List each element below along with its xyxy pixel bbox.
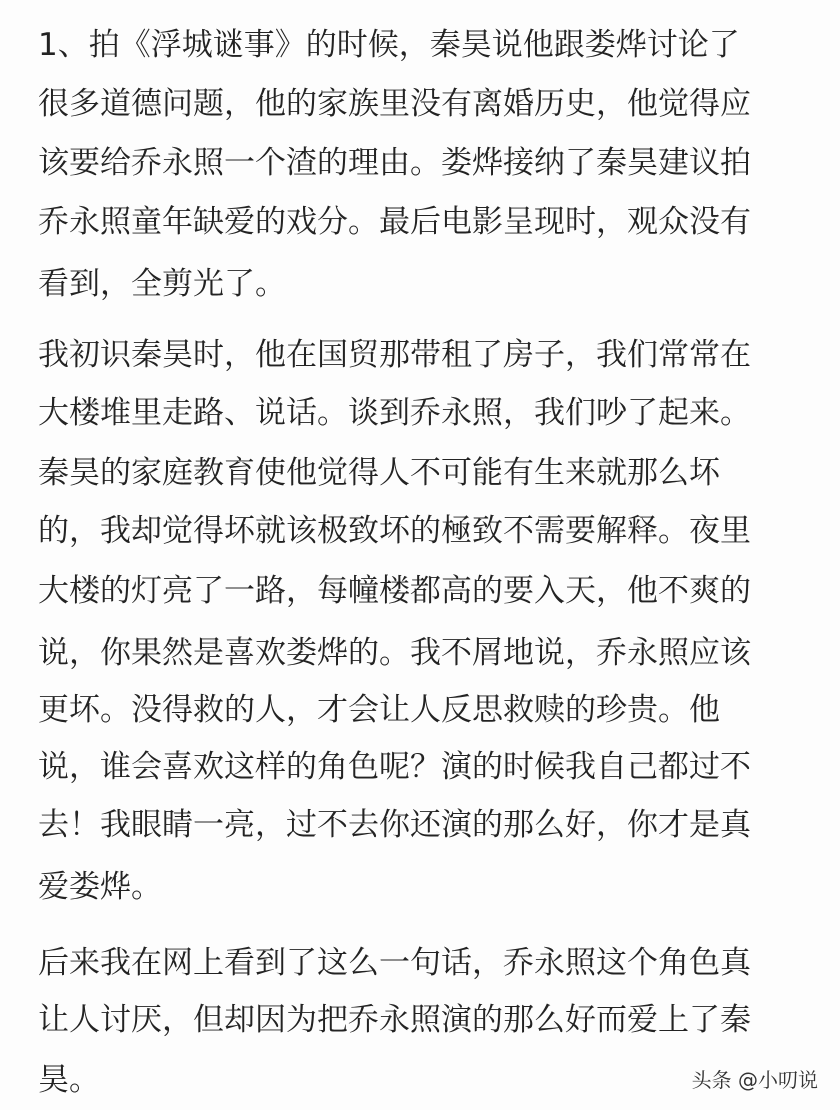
text-line: 昊。 — [38, 1062, 100, 1098]
text-line: 大楼的灯亮了一路，每幢楼都高的要入天，他不爽的 — [38, 573, 751, 609]
text-line: 更坏。没得救的人，才会让人反思救赎的珍贵。他 — [38, 692, 720, 728]
text-line: 1、拍《浮城谜事》的时候，秦昊说他跟娄烨讨论了 — [38, 27, 740, 63]
watermark: 头条 @小叨说 — [691, 1068, 818, 1092]
text-line: 说，谁会喜欢这样的角色呢？演的时候我自己都过不 — [38, 749, 751, 785]
text-line: 爱娄烨。 — [38, 869, 162, 905]
text-line: 去！我眼睛一亮，过不去你还演的那么好，你才是真 — [38, 807, 751, 843]
text-line: 我初识秦昊时，他在国贸那带租了房子，我们常常在 — [38, 337, 751, 373]
text-line: 该要给乔永照一个渣的理由。娄烨接纳了秦昊建议拍 — [38, 145, 751, 181]
text-line: 让人讨厌，但却因为把乔永照演的那么好而爱上了秦 — [38, 1002, 751, 1038]
text-line: 后来我在网上看到了这么一句话，乔永照这个角色真 — [38, 945, 751, 981]
text-line: 秦昊的家庭教育使他觉得人不可能有生来就那么坏 — [38, 455, 720, 491]
text-line: 的，我却觉得坏就该极致坏的極致不需要解释。夜里 — [38, 513, 751, 549]
text-line: 大楼堆里走路、说话。谈到乔永照，我们吵了起来。 — [38, 395, 751, 431]
text-line: 乔永照童年缺爱的戏分。最后电影呈现时，观众没有 — [38, 204, 751, 240]
text-line: 很多道德问题，他的家族里没有离婚历史，他觉得应 — [38, 86, 751, 122]
text-line: 看到，全剪光了。 — [38, 266, 286, 302]
text-line: 说，你果然是喜欢娄烨的。我不屑地说，乔永照应该 — [38, 635, 751, 671]
